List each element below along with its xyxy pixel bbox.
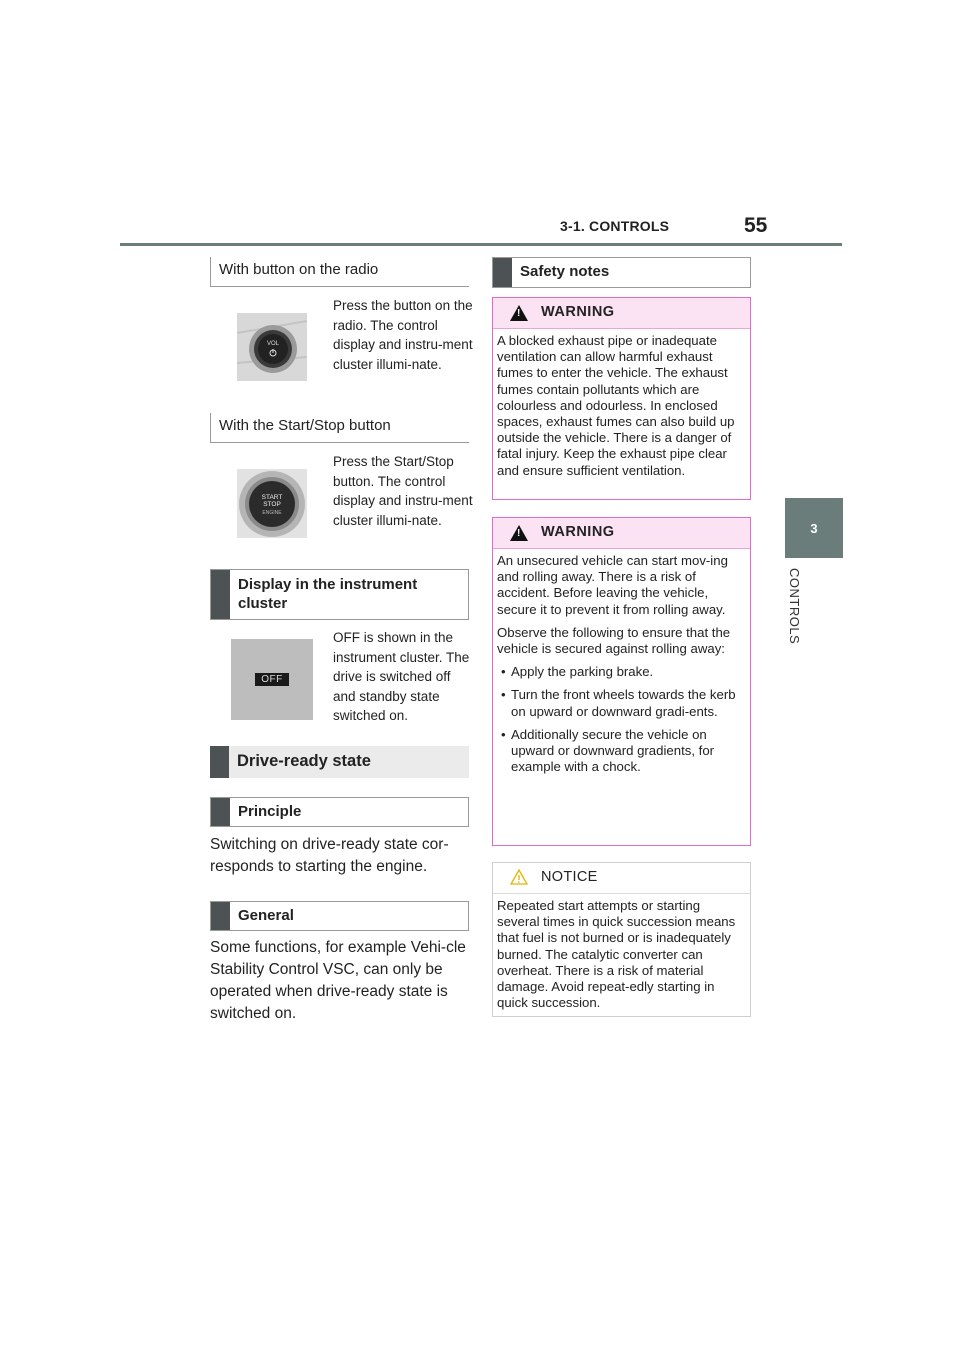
notice-box	[492, 862, 751, 1017]
display-cluster-heading-text: Display in the instrument cluster	[238, 576, 418, 612]
warning-paragraph: An unsecured vehicle can start mov-ing and rolling away. There is a risk of accident. Before leaving the vehicle, secure it to prevent it from rolling away.	[497, 553, 728, 617]
heading-bar	[211, 570, 230, 619]
principle-text: Switching on drive-ready state cor-responds to starting the engine.	[210, 836, 449, 875]
principle-heading-text: Principle	[238, 803, 302, 820]
warning-header: ! WARNING	[493, 518, 750, 549]
radio-button-image	[237, 313, 307, 381]
warning-text: A blocked exhaust pipe or inadequate ventilation can allow harmful exhaust fumes to enter the vehicle. The exhaust fumes contain pollutants which are colourless and odourless. In enclosed spaces, exhaust fumes can also build up outside the vehicle. There is a danger of fatal injury. Keep the exhaust pipe clear and ensure sufficient ventilation.	[497, 333, 735, 478]
warning-paragraph: Observe the following to ensure that the vehicle is secured against rolling away:	[497, 624, 731, 657]
warning-box-rolling	[492, 517, 751, 846]
drive-ready-heading-text: Drive-ready state	[237, 752, 371, 770]
page-number: 55	[744, 214, 768, 237]
section-title: 3-1. CONTROLS	[560, 218, 670, 234]
warning-box-exhaust	[492, 297, 751, 500]
list-item: • Apply the parking brake.	[497, 664, 745, 680]
drive-ready-heading	[210, 746, 469, 778]
heading-bar	[211, 902, 230, 930]
off-description: OFF is shown in the instrument cluster. The drive is switched off and standby state switched on.	[333, 630, 470, 723]
safety-notes-heading-text: Safety notes	[520, 263, 610, 280]
engine-text: ENGINE	[262, 510, 282, 516]
off-indicator: OFF	[255, 673, 289, 686]
notice-text: Repeated start attempts or starting several times in quick succession means that fuel is not burned or is inadequately burned. The catalytic converter can overheat. There is a risk of material damage. Avoid repeat-edly starting in quick succession.	[497, 898, 736, 1011]
chapter-label-text: CONTROLS	[787, 568, 802, 645]
notice-header	[493, 863, 750, 894]
warning-label: WARNING	[541, 524, 615, 540]
list-item: • Turn the front wheels towards the kerb on upward or downward gradi-ents.	[497, 687, 745, 719]
start-stop-heading: With the Start/Stop button	[210, 413, 469, 443]
radio-button-description: Press the button on the radio. The control display and instru-ment cluster illumi-nate.	[333, 298, 473, 372]
heading-bar	[211, 798, 230, 826]
display-cluster-heading	[210, 569, 469, 620]
general-text: Some functions, for example Vehi-cle Stability Control VSC, can only be operated when drive-ready state is switched on.	[210, 939, 466, 1022]
radio-button-heading: With button on the radio	[210, 257, 469, 287]
safety-notes-heading	[492, 257, 751, 288]
header-divider	[120, 243, 842, 246]
start-stop-button-image	[237, 469, 307, 538]
warning-header: ! WARNING	[493, 298, 750, 329]
heading-bar	[493, 258, 512, 287]
start-text: START	[261, 494, 283, 501]
warning-label: WARNING	[541, 304, 615, 320]
general-heading-text: General	[238, 907, 294, 924]
chapter-tab	[785, 498, 843, 558]
general-heading	[210, 901, 469, 931]
notice-triangle-icon	[510, 869, 528, 885]
start-stop-description: Press the Start/Stop button. The control display and instru-ment cluster illumi-nate.	[333, 454, 473, 528]
warning-body	[493, 549, 750, 786]
stop-text: STOP	[263, 501, 281, 508]
radio-vol-text: VOL	[266, 341, 280, 347]
warning-list	[497, 664, 745, 775]
principle-heading	[210, 797, 469, 827]
chapter-label	[782, 568, 810, 688]
list-item: • Additionally secure the vehicle on upward or downward gradients, for example with a chock.	[497, 727, 745, 776]
instrument-cluster-off-image	[231, 639, 313, 720]
heading-bar	[210, 746, 229, 778]
notice-label: NOTICE	[541, 869, 598, 885]
chapter-number: 3	[810, 520, 818, 536]
